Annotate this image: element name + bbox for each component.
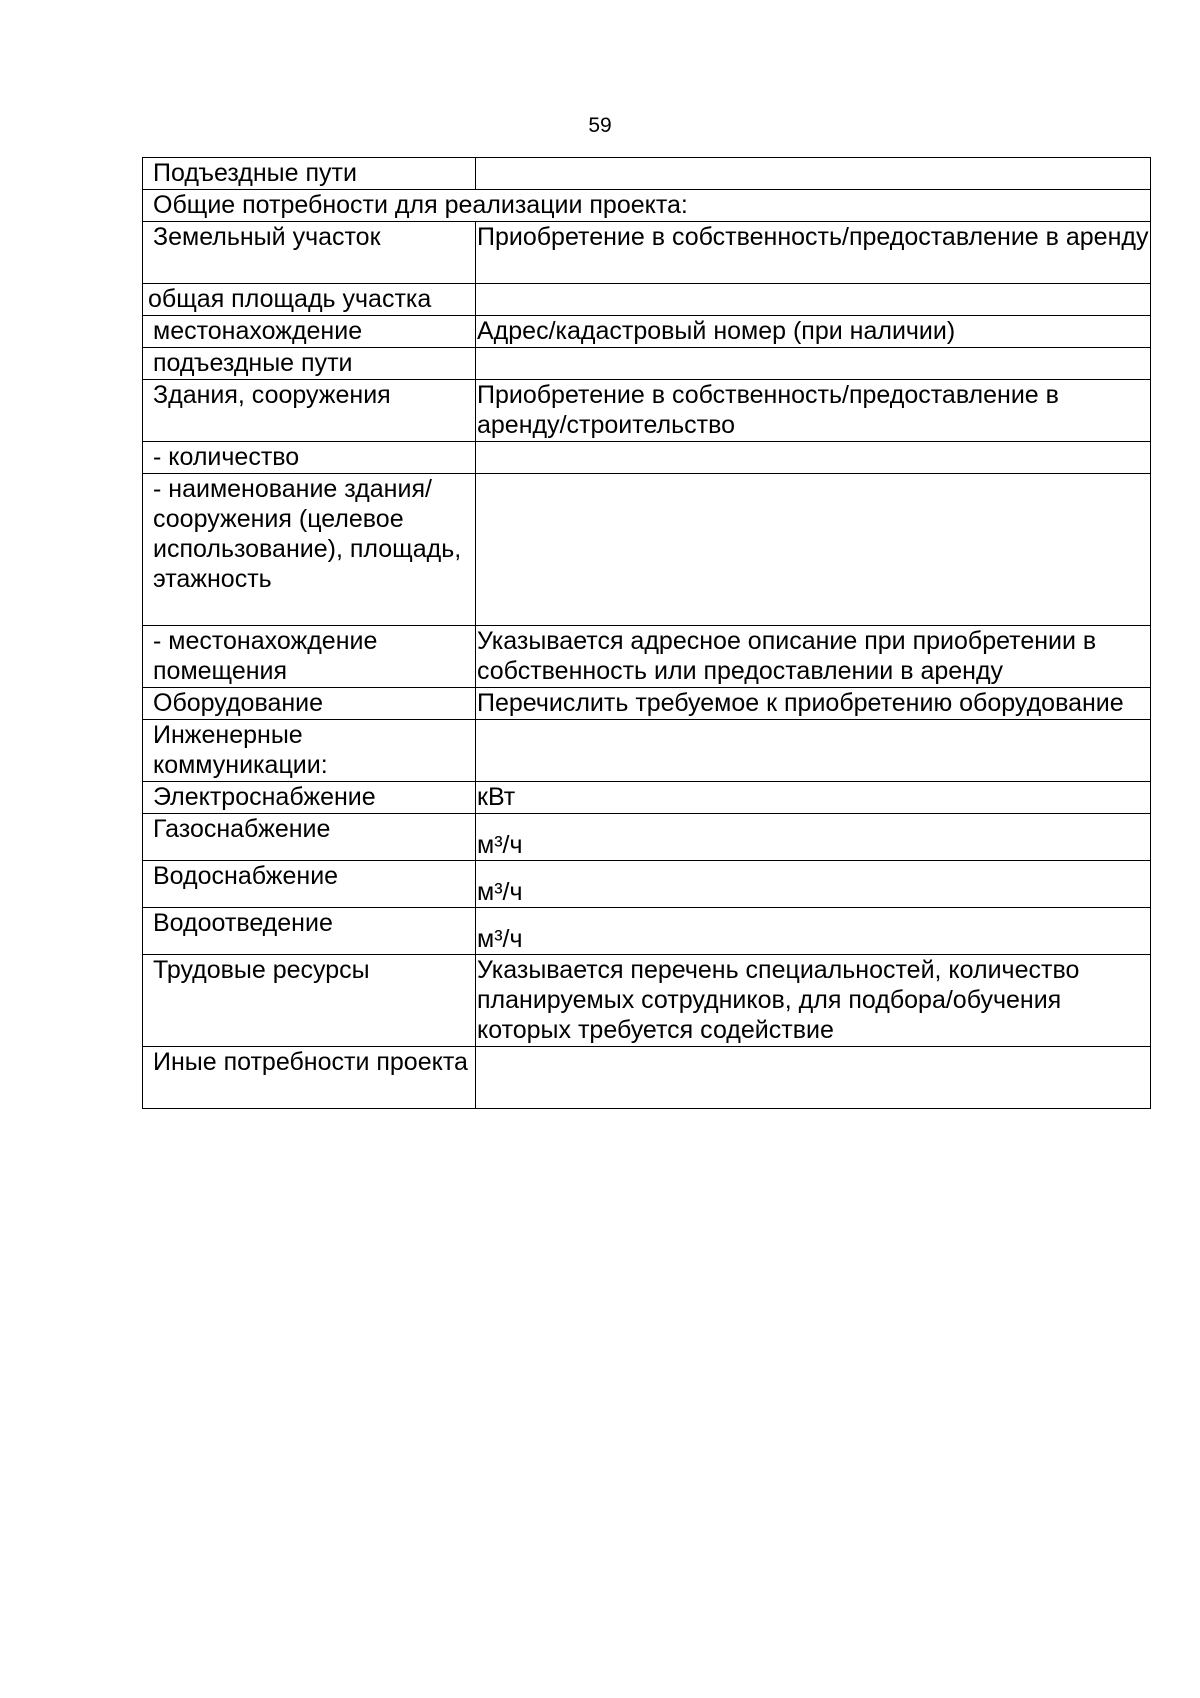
table-row (143, 908, 1151, 955)
row-value (476, 442, 1151, 474)
row-value (476, 348, 1151, 380)
row-value (476, 474, 1151, 626)
row-label: - наименование здания/сооружения (целевое использование), площадь, этажность (143, 474, 476, 626)
row-value (476, 158, 1151, 190)
table-row (143, 1047, 1151, 1109)
table-row (143, 782, 1151, 814)
row-value (476, 284, 1151, 316)
row-label: Земельный участок (143, 222, 476, 284)
row-label: - количество (143, 442, 476, 474)
page-number: 59 (588, 114, 612, 137)
row-value: Указывается перечень специальностей, количество планируемых сотрудников, для подбора/обучения которых требуется содействие (476, 955, 1151, 1047)
table-row (143, 814, 1151, 861)
table-row (143, 284, 1151, 316)
table-row (143, 688, 1151, 720)
row-value: кВт (476, 782, 1151, 814)
table-row (143, 955, 1151, 1047)
row-value: м³/ч (476, 814, 1151, 861)
table-row (143, 861, 1151, 908)
row-label: Электроснабжение (143, 782, 476, 814)
table-row (143, 380, 1151, 442)
section-heading: Общие потребности для реализации проекта: (143, 190, 1151, 222)
table-row (143, 720, 1151, 782)
row-label: Подъездные пути (143, 158, 476, 190)
row-value (476, 720, 1151, 782)
row-value: Адрес/кадастровый номер (при наличии) (476, 316, 1151, 348)
row-value: м³/ч (476, 908, 1151, 955)
row-value (476, 1047, 1151, 1109)
row-value: м³/ч (476, 861, 1151, 908)
row-label: Газоснабжение (143, 814, 476, 861)
row-label: Оборудование (143, 688, 476, 720)
table-row (143, 442, 1151, 474)
table-row (143, 190, 1151, 222)
row-label: Водоснабжение (143, 861, 476, 908)
row-value: Перечислить требуемое к приобретению оборудование (476, 688, 1151, 720)
row-label: - местонахождение помещения (143, 626, 476, 688)
row-label: общая площадь участка (143, 284, 476, 316)
row-label: Водоотведение (143, 908, 476, 955)
row-value: Указывается адресное описание при приобретении в собственность или предоставлении в аренду (476, 626, 1151, 688)
row-label: Иные потребности проекта (143, 1047, 476, 1109)
row-label: Здания, сооружения (143, 380, 476, 442)
row-value: Приобретение в собственность/предоставление в аренду/строительство (476, 380, 1151, 442)
table-row (143, 348, 1151, 380)
table-row (143, 158, 1151, 190)
row-label: подъездные пути (143, 348, 476, 380)
table-row (143, 474, 1151, 626)
table-row (143, 222, 1151, 284)
row-label: местонахождение (143, 316, 476, 348)
project-requirements-table (142, 157, 1151, 1109)
row-label: Инженерные коммуникации: (143, 720, 476, 782)
table-row (143, 626, 1151, 688)
row-label: Трудовые ресурсы (143, 955, 476, 1047)
table-row (143, 316, 1151, 348)
row-value: Приобретение в собственность/предоставление в аренду (476, 222, 1151, 284)
